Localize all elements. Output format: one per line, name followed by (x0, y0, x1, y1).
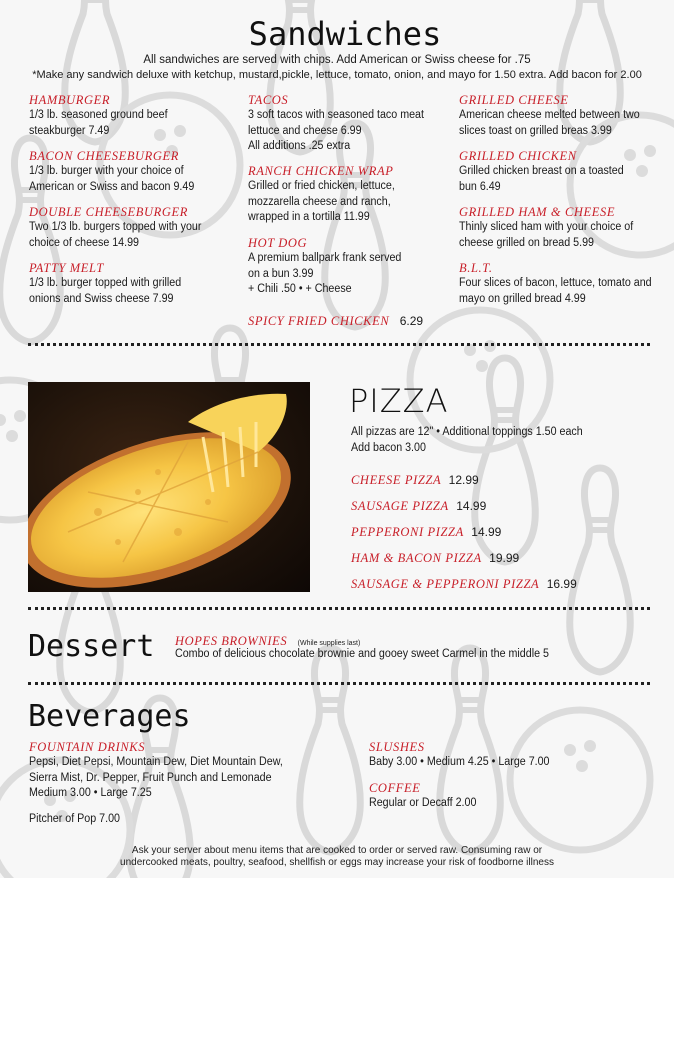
item-name: TACOS (248, 93, 289, 107)
menu-item-double-cheeseburger (29, 205, 214, 251)
menu-item-grilled-chicken (459, 149, 636, 195)
item-name: GRILLED CHEESE (459, 93, 569, 107)
blank-page-area (0, 878, 674, 1041)
item-name: GRILLED CHICKEN (459, 149, 577, 163)
item-desc: 3 soft tacos with seasoned taco meat (248, 109, 424, 121)
item-name: SAUSAGE & PEPPERONI PIZZA (351, 577, 540, 591)
menu-item-sausage-pizza (351, 499, 486, 514)
item-desc: Grilled chicken breast on a toasted (459, 165, 624, 177)
item-name: HAM & BACON PIZZA (351, 551, 482, 565)
item-name: COFFEE (369, 781, 421, 795)
item-desc: slices toast on grilled breas 3.99 (459, 124, 612, 137)
item-desc: bun 6.49 (459, 180, 501, 193)
item-desc: 1/3 lb. burger topped with grilled (29, 277, 182, 289)
menu-item-fountain-drinks (29, 740, 302, 802)
item-name: HOPES BROWNIES (175, 634, 288, 648)
menu-item-tacos (248, 93, 437, 155)
item-desc: cheese grilled on bread 5.99 (459, 236, 594, 249)
item-desc: Two 1/3 lb. burgers topped with your (29, 221, 202, 233)
item-price: 6.29 (399, 314, 424, 328)
dotted-divider (28, 607, 650, 610)
menu-item-hamburger (29, 93, 178, 139)
sandwiches-deluxe-note: *Make any sandwich deluxe with ketchup, mustard,pickle, lettuce, tomato, onion, and mayo for 1.50 extra. Add bacon for 2.00 (32, 69, 642, 81)
item-name: FOUNTAIN DRINKS (29, 740, 146, 754)
item-price: 19.99 (489, 551, 520, 565)
item-desc: mozzarella cheese and ranch, (248, 195, 391, 208)
item-name: PEPPERONI PIZZA (351, 525, 464, 539)
item-price: 16.99 (546, 577, 577, 591)
item-desc: mayo on grilled bread 4.99 (459, 292, 586, 305)
menu-item-ham-bacon-pizza (351, 551, 519, 566)
menu-item-grilled-cheese (459, 93, 653, 139)
item-price: 14.99 (456, 499, 487, 513)
item-desc: A premium ballpark frank served (248, 252, 402, 264)
pizza-note: All pizzas are 12" • Additional toppings 1.50 each (351, 426, 583, 438)
item-price: 14.99 (471, 525, 502, 539)
item-name: CHEESE PIZZA (351, 473, 442, 487)
menu-item-bacon-cheeseburger (29, 149, 207, 195)
item-desc: American or Swiss and bacon 9.49 (29, 180, 195, 193)
disclaimer-line: undercooked meats, poultry, seafood, shellfish or eggs may increase your risk of foodborne illness (120, 857, 554, 868)
dotted-divider (28, 343, 650, 346)
menu-item-slushes (369, 740, 563, 771)
menu-item-ranch-chicken-wrap (248, 164, 406, 226)
item-desc: Sierra Mist, Dr. Pepper, Fruit Punch and Lemonade (29, 771, 272, 784)
item-name: SPICY FRIED CHICKEN (248, 314, 390, 328)
menu-item-patty-melt (29, 261, 193, 307)
sandwiches-title: Sandwiches (248, 15, 442, 53)
menu-item-grilled-ham-cheese (459, 205, 646, 251)
item-name: DOUBLE CHEESEBURGER (29, 205, 188, 219)
item-name: HAMBURGER (29, 93, 111, 107)
item-price: 12.99 (448, 473, 479, 487)
pizza-icon (28, 382, 310, 592)
item-desc: onions and Swiss cheese 7.99 (29, 292, 174, 305)
item-desc: Combo of delicious chocolate brownie and gooey sweet Carmel in the middle 5 (175, 648, 549, 660)
item-name: GRILLED HAM & CHEESE (459, 205, 616, 219)
item-note: (While supplies last) (297, 640, 361, 647)
item-desc: 1/3 lb. burger with your choice of (29, 165, 184, 177)
item-name: SAUSAGE PIZZA (351, 499, 449, 513)
menu-item-coffee (369, 781, 485, 812)
menu-item-sausage-pepperoni-pizza (351, 577, 577, 592)
menu-item-spicy-fried-chicken (248, 312, 423, 330)
food-safety-disclaimer (0, 845, 674, 869)
menu-item-blt (459, 261, 666, 307)
item-desc: choice of cheese 14.99 (29, 236, 140, 249)
pizza-photo (28, 382, 310, 592)
item-name: RANCH CHICKEN WRAP (248, 164, 394, 178)
item-desc: Pepsi, Diet Pepsi, Mountain Dew, Diet Mountain Dew, (29, 756, 283, 768)
menu-item-hot-dog (248, 236, 413, 298)
dotted-divider (28, 682, 650, 685)
item-desc: steakburger 7.49 (29, 124, 110, 137)
item-desc: All additions .25 extra (248, 140, 351, 153)
item-desc: wrapped in a tortilla 11.99 (248, 211, 370, 224)
sandwiches-note: All sandwiches are served with chips. Add American or Swiss cheese for .75 (143, 54, 531, 66)
item-desc: Baby 3.00 • Medium 4.25 • Large 7.00 (369, 756, 550, 768)
item-desc: Four slices of bacon, lettuce, tomato and (459, 277, 652, 289)
menu-item-cheese-pizza (351, 473, 479, 488)
item-desc: lettuce and cheese 6.99 (248, 124, 362, 137)
item-desc: 1/3 lb. seasoned ground beef (29, 109, 168, 121)
item-desc: Medium 3.00 • Large 7.25 (29, 787, 152, 800)
menu-item-pitcher-of-pop: Pitcher of Pop 7.00 (29, 813, 120, 825)
dessert-title: Dessert (28, 629, 155, 664)
item-desc: + Chili .50 • + Cheese (248, 283, 352, 296)
pizza-title: PIZZA (349, 382, 449, 420)
item-desc: on a bun 3.99 (248, 267, 314, 280)
menu-item-pepperoni-pizza (351, 525, 501, 540)
beverages-title: Beverages (28, 699, 191, 734)
item-name: HOT DOG (248, 236, 308, 250)
item-desc: American cheese melted between two (459, 109, 640, 121)
item-desc: Regular or Decaff 2.00 (369, 797, 477, 809)
disclaimer-line: Ask your server about menu items that are cooked to order or served raw. Consuming raw or (131, 845, 543, 856)
item-desc: Grilled or fried chicken, lettuce, (248, 180, 395, 192)
item-name: PATTY MELT (29, 261, 104, 275)
item-desc: Thinly sliced ham with your choice of (459, 221, 634, 233)
item-name: SLUSHES (369, 740, 425, 754)
pizza-bacon-note: Add bacon 3.00 (351, 442, 426, 454)
item-name: B.L.T. (459, 261, 493, 275)
item-name: BACON CHEESEBURGER (29, 149, 180, 163)
